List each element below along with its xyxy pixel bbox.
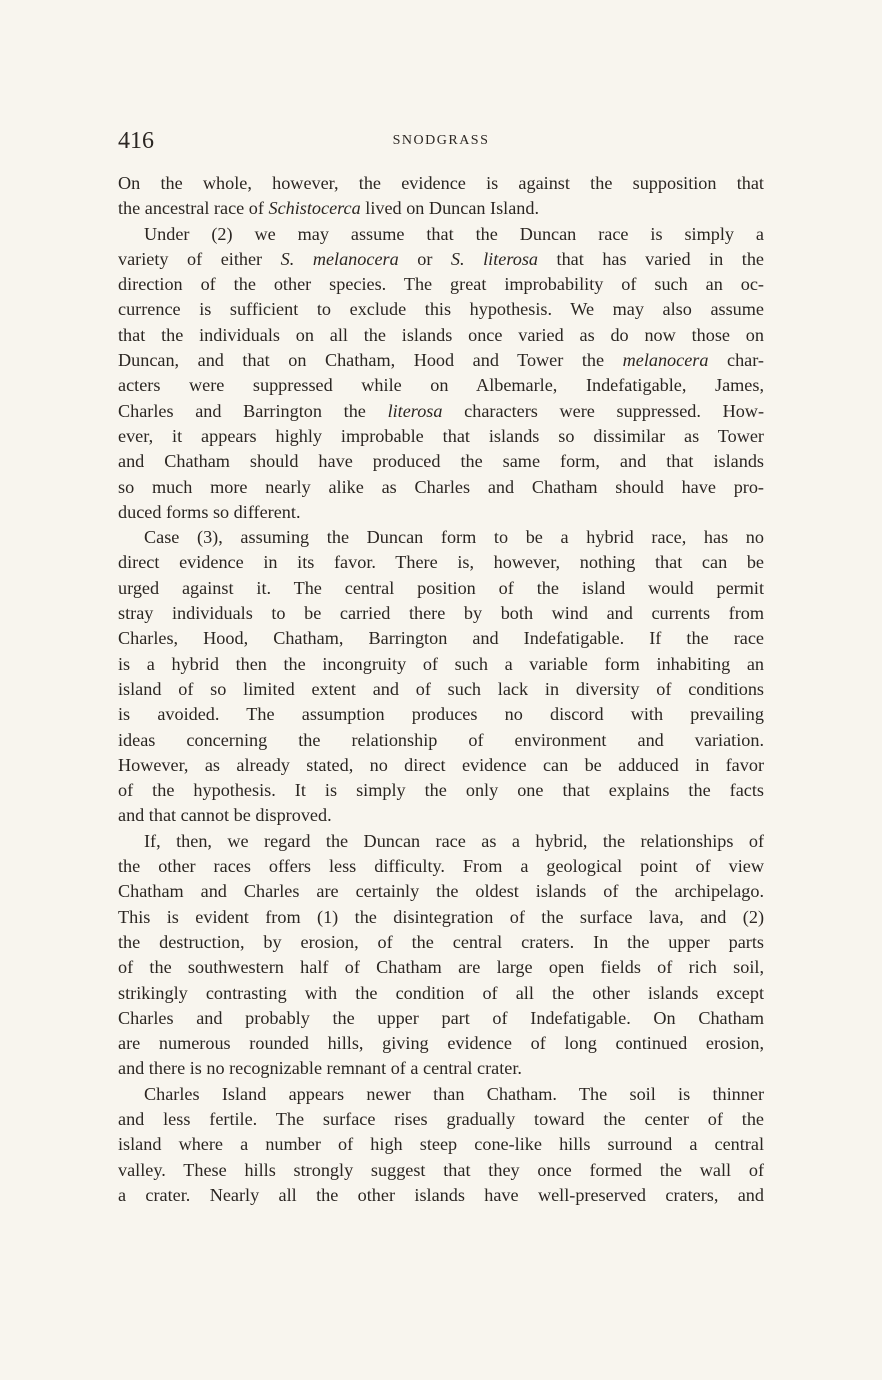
text-line — [118, 1132, 764, 1157]
text-line — [118, 525, 764, 550]
text-segment: ideas concerning the relationship of environment and variation. — [118, 729, 764, 750]
text-line — [118, 373, 764, 398]
text-line — [118, 829, 764, 854]
text-line — [118, 272, 764, 297]
text-segment: the other races offers less difficulty. From a geological point of view — [118, 856, 764, 877]
text-line — [118, 930, 764, 955]
text-line — [118, 677, 764, 702]
text-line — [118, 955, 764, 980]
text-line — [118, 348, 764, 373]
text-line — [118, 626, 764, 651]
text-line — [118, 297, 764, 322]
text-line — [118, 753, 764, 778]
text-segment: ever, it appears highly improbable that islands so dissimilar as Tower — [118, 425, 764, 446]
italic-species-name: Schistocerca — [268, 198, 361, 219]
text-segment: urged against it. The central position of the island would permit — [118, 577, 764, 598]
text-line — [118, 323, 764, 348]
text-segment: duced forms so different. — [118, 501, 301, 522]
text-line — [118, 854, 764, 879]
text-line — [118, 576, 764, 601]
italic-species-name: S. melanocera — [280, 248, 399, 269]
text-segment: valley. These hills strongly suggest that they once formed the wall of — [118, 1159, 764, 1180]
text-segment: a crater. Nearly all the other islands have well-preserved craters, and — [118, 1184, 764, 1205]
text-segment: lived on Duncan Island. — [360, 198, 540, 219]
text-segment: is a hybrid then the incongruity of such a variable form inhabiting an — [118, 653, 764, 674]
text-segment: On the whole, however, the evidence is against the supposition that — [118, 173, 764, 193]
text-segment: so much more nearly alike as Charles and Chatham should have pro- — [118, 476, 764, 497]
text-segment: Charles Island appears newer than Chatham. The soil is thinner — [144, 1083, 764, 1104]
italic-species-name: S. literosa — [450, 248, 538, 269]
running-head: SNODGRASS — [392, 133, 490, 148]
text-segment: Charles and Barrington the — [118, 400, 388, 421]
text-segment: variety of either — [118, 248, 281, 269]
text-segment: and there is no recognizable remnant of a central crater. — [118, 1058, 522, 1079]
text-segment: that the individuals on all the islands once varied as do now those on — [118, 324, 764, 345]
text-line — [118, 981, 764, 1006]
italic-species-name: melanocera — [622, 350, 709, 371]
text-segment: char- — [708, 350, 764, 371]
text-segment: that has varied in the — [538, 248, 764, 269]
page-header — [118, 126, 764, 156]
text-segment: and Chatham should have produced the same form, and that islands — [118, 451, 764, 472]
text-line — [118, 778, 764, 803]
text-line — [118, 702, 764, 727]
text-segment: Charles, Hood, Chatham, Barrington and Indefatigable. If the race — [118, 628, 764, 649]
text-segment: and less fertile. The surface rises gradually toward the center of the — [118, 1108, 764, 1129]
text-line — [118, 196, 764, 221]
text-line — [118, 222, 764, 247]
text-segment: Duncan, and that on Chatham, Hood and Tower the — [118, 350, 623, 371]
text-segment: characters were suppressed. How- — [442, 400, 764, 421]
text-line — [118, 879, 764, 904]
text-segment: strikingly contrasting with the condition of all the other islands except — [118, 982, 764, 1003]
text-line — [118, 424, 764, 449]
italic-species-name: literosa — [387, 400, 443, 421]
text-segment: However, as already stated, no direct evidence can be adduced in favor — [118, 754, 764, 775]
text-segment: Case (3), assuming the Duncan form to be a hybrid race, has no — [144, 527, 764, 548]
text-segment: direction of the other species. The great improbability of such an oc- — [118, 274, 764, 295]
text-segment: Charles and probably the upper part of Indefatigable. On Chatham — [118, 1007, 764, 1028]
text-segment: of the southwestern half of Chatham are large open fields of rich soil, — [118, 957, 764, 978]
text-line — [118, 399, 764, 424]
text-line — [118, 1158, 764, 1183]
text-line — [118, 601, 764, 626]
text-line — [118, 728, 764, 753]
text-segment: stray individuals to be carried there by both wind and currents from — [118, 603, 764, 624]
text-segment: acters were suppressed while on Albemarle, Indefatigable, James, — [118, 375, 764, 396]
text-segment: is avoided. The assumption produces no discord with prevailing — [118, 704, 764, 725]
text-line — [118, 1183, 764, 1208]
text-segment: This is evident from (1) the disintegration of the surface lava, and (2) — [118, 906, 764, 927]
text-segment: or — [398, 248, 451, 269]
body-text — [118, 171, 764, 1208]
text-segment: and that cannot be disproved. — [118, 805, 332, 826]
text-segment: direct evidence in its favor. There is, however, nothing that can be — [118, 552, 764, 573]
text-segment: island of so limited extent and of such lack in diversity of conditions — [118, 678, 764, 699]
text-line — [118, 500, 764, 525]
text-segment: the ancestral race of — [118, 198, 269, 219]
page-number: 416 — [118, 128, 154, 154]
text-line — [118, 550, 764, 575]
text-line — [118, 247, 764, 272]
text-line — [118, 1006, 764, 1031]
text-line — [118, 1082, 764, 1107]
text-segment: If, then, we regard the Duncan race as a hybrid, the relationships of — [144, 830, 764, 851]
text-segment: Chatham and Charles are certainly the oldest islands of the archipelago. — [118, 881, 764, 902]
text-line — [118, 171, 764, 196]
text-segment: are numerous rounded hills, giving evidence of long continued erosion, — [118, 1033, 764, 1054]
text-line — [118, 1056, 764, 1081]
text-line — [118, 475, 764, 500]
text-segment: Under (2) we may assume that the Duncan race is simply a — [144, 223, 764, 244]
text-segment: the destruction, by erosion, of the central craters. In the upper parts — [118, 931, 764, 952]
text-line — [118, 652, 764, 677]
text-line — [118, 905, 764, 930]
text-segment: island where a number of high steep cone-like hills surround a central — [118, 1134, 764, 1155]
text-line — [118, 449, 764, 474]
text-line — [118, 803, 764, 828]
text-segment: of the hypothesis. It is simply the only one that explains the facts — [118, 780, 764, 801]
text-segment: currence is sufficient to exclude this hypothesis. We may also assume — [118, 299, 764, 320]
text-line — [118, 1031, 764, 1056]
text-line — [118, 1107, 764, 1132]
